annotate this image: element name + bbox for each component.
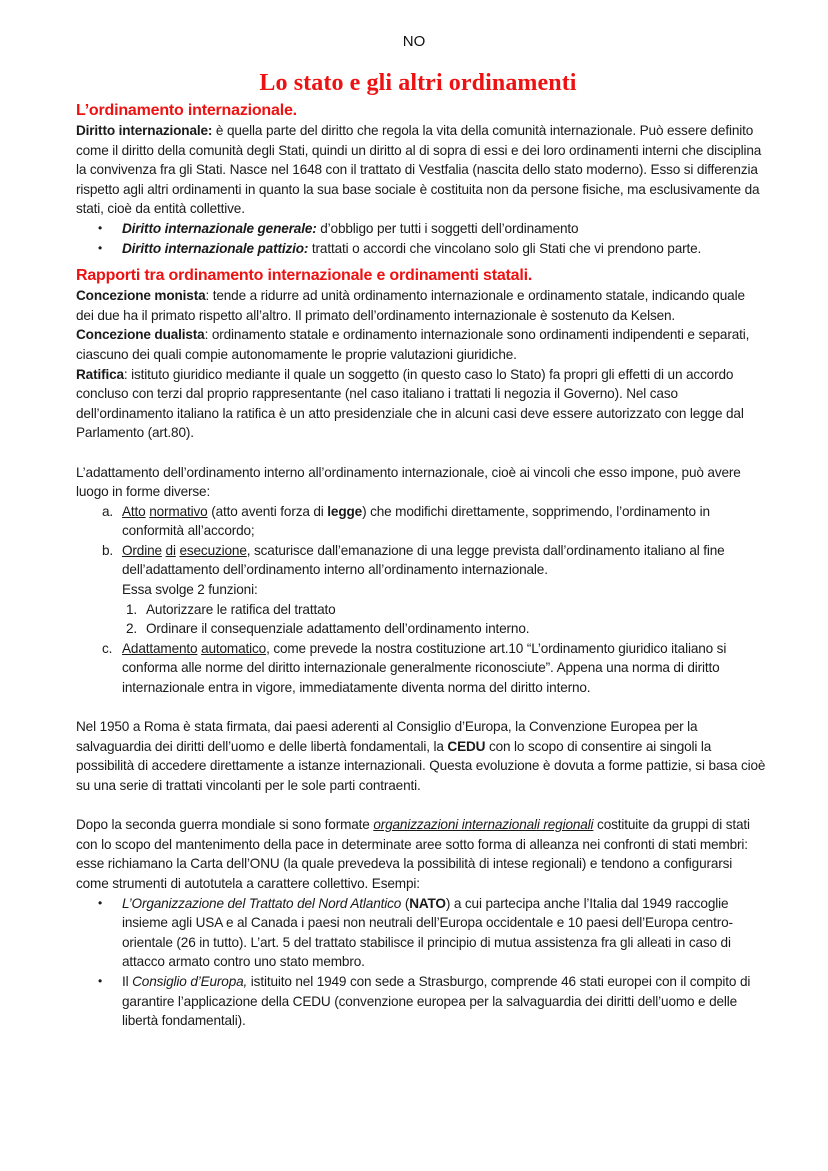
list-item: • Diritto internazionale pattizio: trattati o accordi che vincolano solo gli Stati che vi prendono parte. xyxy=(122,239,766,259)
list-item: • Il Consiglio d’Europa, istituito nel 1949 con sede a Strasburgo, comprende 46 stati europei con il compito di garantire l’applicazione della CEDU (convenzione europea per la salvaguardia dei diritti dell’uomo e delle libertà fondamentali). xyxy=(122,972,766,1031)
section-heading-rapporti: Rapporti tra ordinamento internazionale e ordinamenti statali. xyxy=(76,267,533,285)
sub-intro: Essa svolge 2 funzioni: xyxy=(122,582,258,598)
page-header-marker: NO xyxy=(402,33,426,50)
list-item: • Diritto internazionale generale: d’obbligo per tutti i soggetti dell’ordinamento xyxy=(122,219,766,239)
paragraph-adattamento-intro: L’adattamento dell’ordinamento interno all’ordinamento internazionale, cioè ai vincoli che esso impone, può avere luogo in forme diverse: xyxy=(76,464,741,500)
list-item: b. Ordine di esecuzione, scaturisce dall’emanazione di una legge prevista dall’ordinamento italiano al fine dell’adattamento dell’ordinamento interno all’ordinamento internazionale. Essa svolge 2 funzioni: 1. Autorizzare le ratifica del trattato 2. Ordinare il consequenziale adattamento dell’ordinamento interno. xyxy=(122,541,766,639)
list-item: 2. Ordinare il consequenziale adattamento dell’ordinamento interno. xyxy=(126,621,530,637)
paragraph-cedu: Nel 1950 a Roma è stata firmata, dai paesi aderenti al Consiglio d’Europa, la Convenzione Europea per la salvaguardia dei diritti dell’uomo e delle libertà fondamentali, la CEDU con lo scopo di consentire ai singoli la possibilità di accedere direttamente a istanze internazionali. Questa evoluzione è dovuta a forme pattizie, si basa cioè su una serie di trattati vincolanti per le sole parti contraenti. xyxy=(76,719,766,793)
paragraph-organizzazioni: Dopo la seconda guerra mondiale si sono formate organizzazioni internazionali regionali costituite da gruppi di stati con lo scopo del mantenimento della pace in determinate aree sotto forma di alleanza nei confronti di stati membri: esse richiamano la Carta dell’ONU (la quale prevedeva la possibilità di intese regionali) e tendono a configurarsi come strumenti di autotutela a carattere collettivo. Esempi: xyxy=(76,817,750,891)
paragraph-concezione-dualista: Concezione dualista: ordinamento statale e ordinamento internazionale sono ordinamenti indipendenti e separati, ciascuno dei quali compie autonomamente le proprie valutazioni giuridiche. xyxy=(76,327,750,362)
paragraph-concezione-monista: Concezione monista: tende a ridurre ad unità ordinamento internazionale e ordinamento statale, indicando quale dei due ha il primato rispetto all’altro. Il primato dell’ordinamento internazionale è sostenuto da Kelsen. xyxy=(76,288,745,323)
paragraph-ratifica: Ratifica: istituto giuridico mediante il quale un soggetto (in questo caso lo Stato) fa propri gli effetti di un accordo concluso con terzi dal proprio rappresentante (nel caso italiano i trattati li negozia il Governo). Nel caso dell’ordinamento italiano la ratifica è un atto presidenziale che in alcuni casi deve essere autorizzato con legge dal Parlamento (art.80). xyxy=(76,366,744,441)
section-heading-ordinamento-internazionale: L’ordinamento internazionale. xyxy=(76,102,297,119)
list-item: a. Atto normativo (atto aventi forza di legge) che modifichi direttamente, sopprimendo, l’ordinamento in conformità all’accordo; xyxy=(102,503,710,539)
document-body xyxy=(76,101,766,1031)
list-item: • L’Organizzazione del Trattato del Nord Atlantico (NATO) a cui partecipa anche l’Italia dal 1949 raccoglie insieme agli USA e al Canada i paesi non neutrali dell’Europa occidentale e 10 paesi dell’Europa centro-orientale (26 in tutto). L’art. 5 del trattato stabilisce il principio di mutua assistenza fra gli alleati in caso di attacco armato contro uno stato membro. xyxy=(122,894,766,972)
paragraph-diritto-internazionale: Diritto internazionale: è quella parte del diritto che regola la vita della comunità internazionale. Può essere definito come il diritto della comunità degli Stati, quindi un diritto al di sopra di essi e dei loro ordinamenti interni che disciplina la convivenza fra gli Stati. Nasce nel 1648 con il trattato di Vestfalia (nascita dello stato moderno). Esso si differenzia rispetto agli altri ordinamenti in quanto la sua base sociale è costituita non da persone fisiche, ma esclusivamente da stati, cioè da entità collettive. xyxy=(76,123,762,217)
bullet-list-diritto-types xyxy=(76,219,766,258)
term-diritto-internazionale: Diritto internazionale: xyxy=(76,123,213,138)
list-item: 1. Autorizzare le ratifica del trattato xyxy=(126,601,336,617)
adattamento-list xyxy=(76,502,766,698)
funzioni-list xyxy=(122,600,766,639)
bullet-list-organizzazioni xyxy=(76,894,766,1031)
document-title: Lo stato e gli altri ordinamenti xyxy=(259,70,577,96)
list-item: c. Adattamento automatico, come prevede la nostra costituzione art.10 “L’ordinamento giuridico italiano si conforma alle norme del diritto internazionale generalmente riconosciute”. Appena una norma di diritto internazionale entra in vigore, immediatamente diventa norma del diritto interno. xyxy=(102,640,727,696)
